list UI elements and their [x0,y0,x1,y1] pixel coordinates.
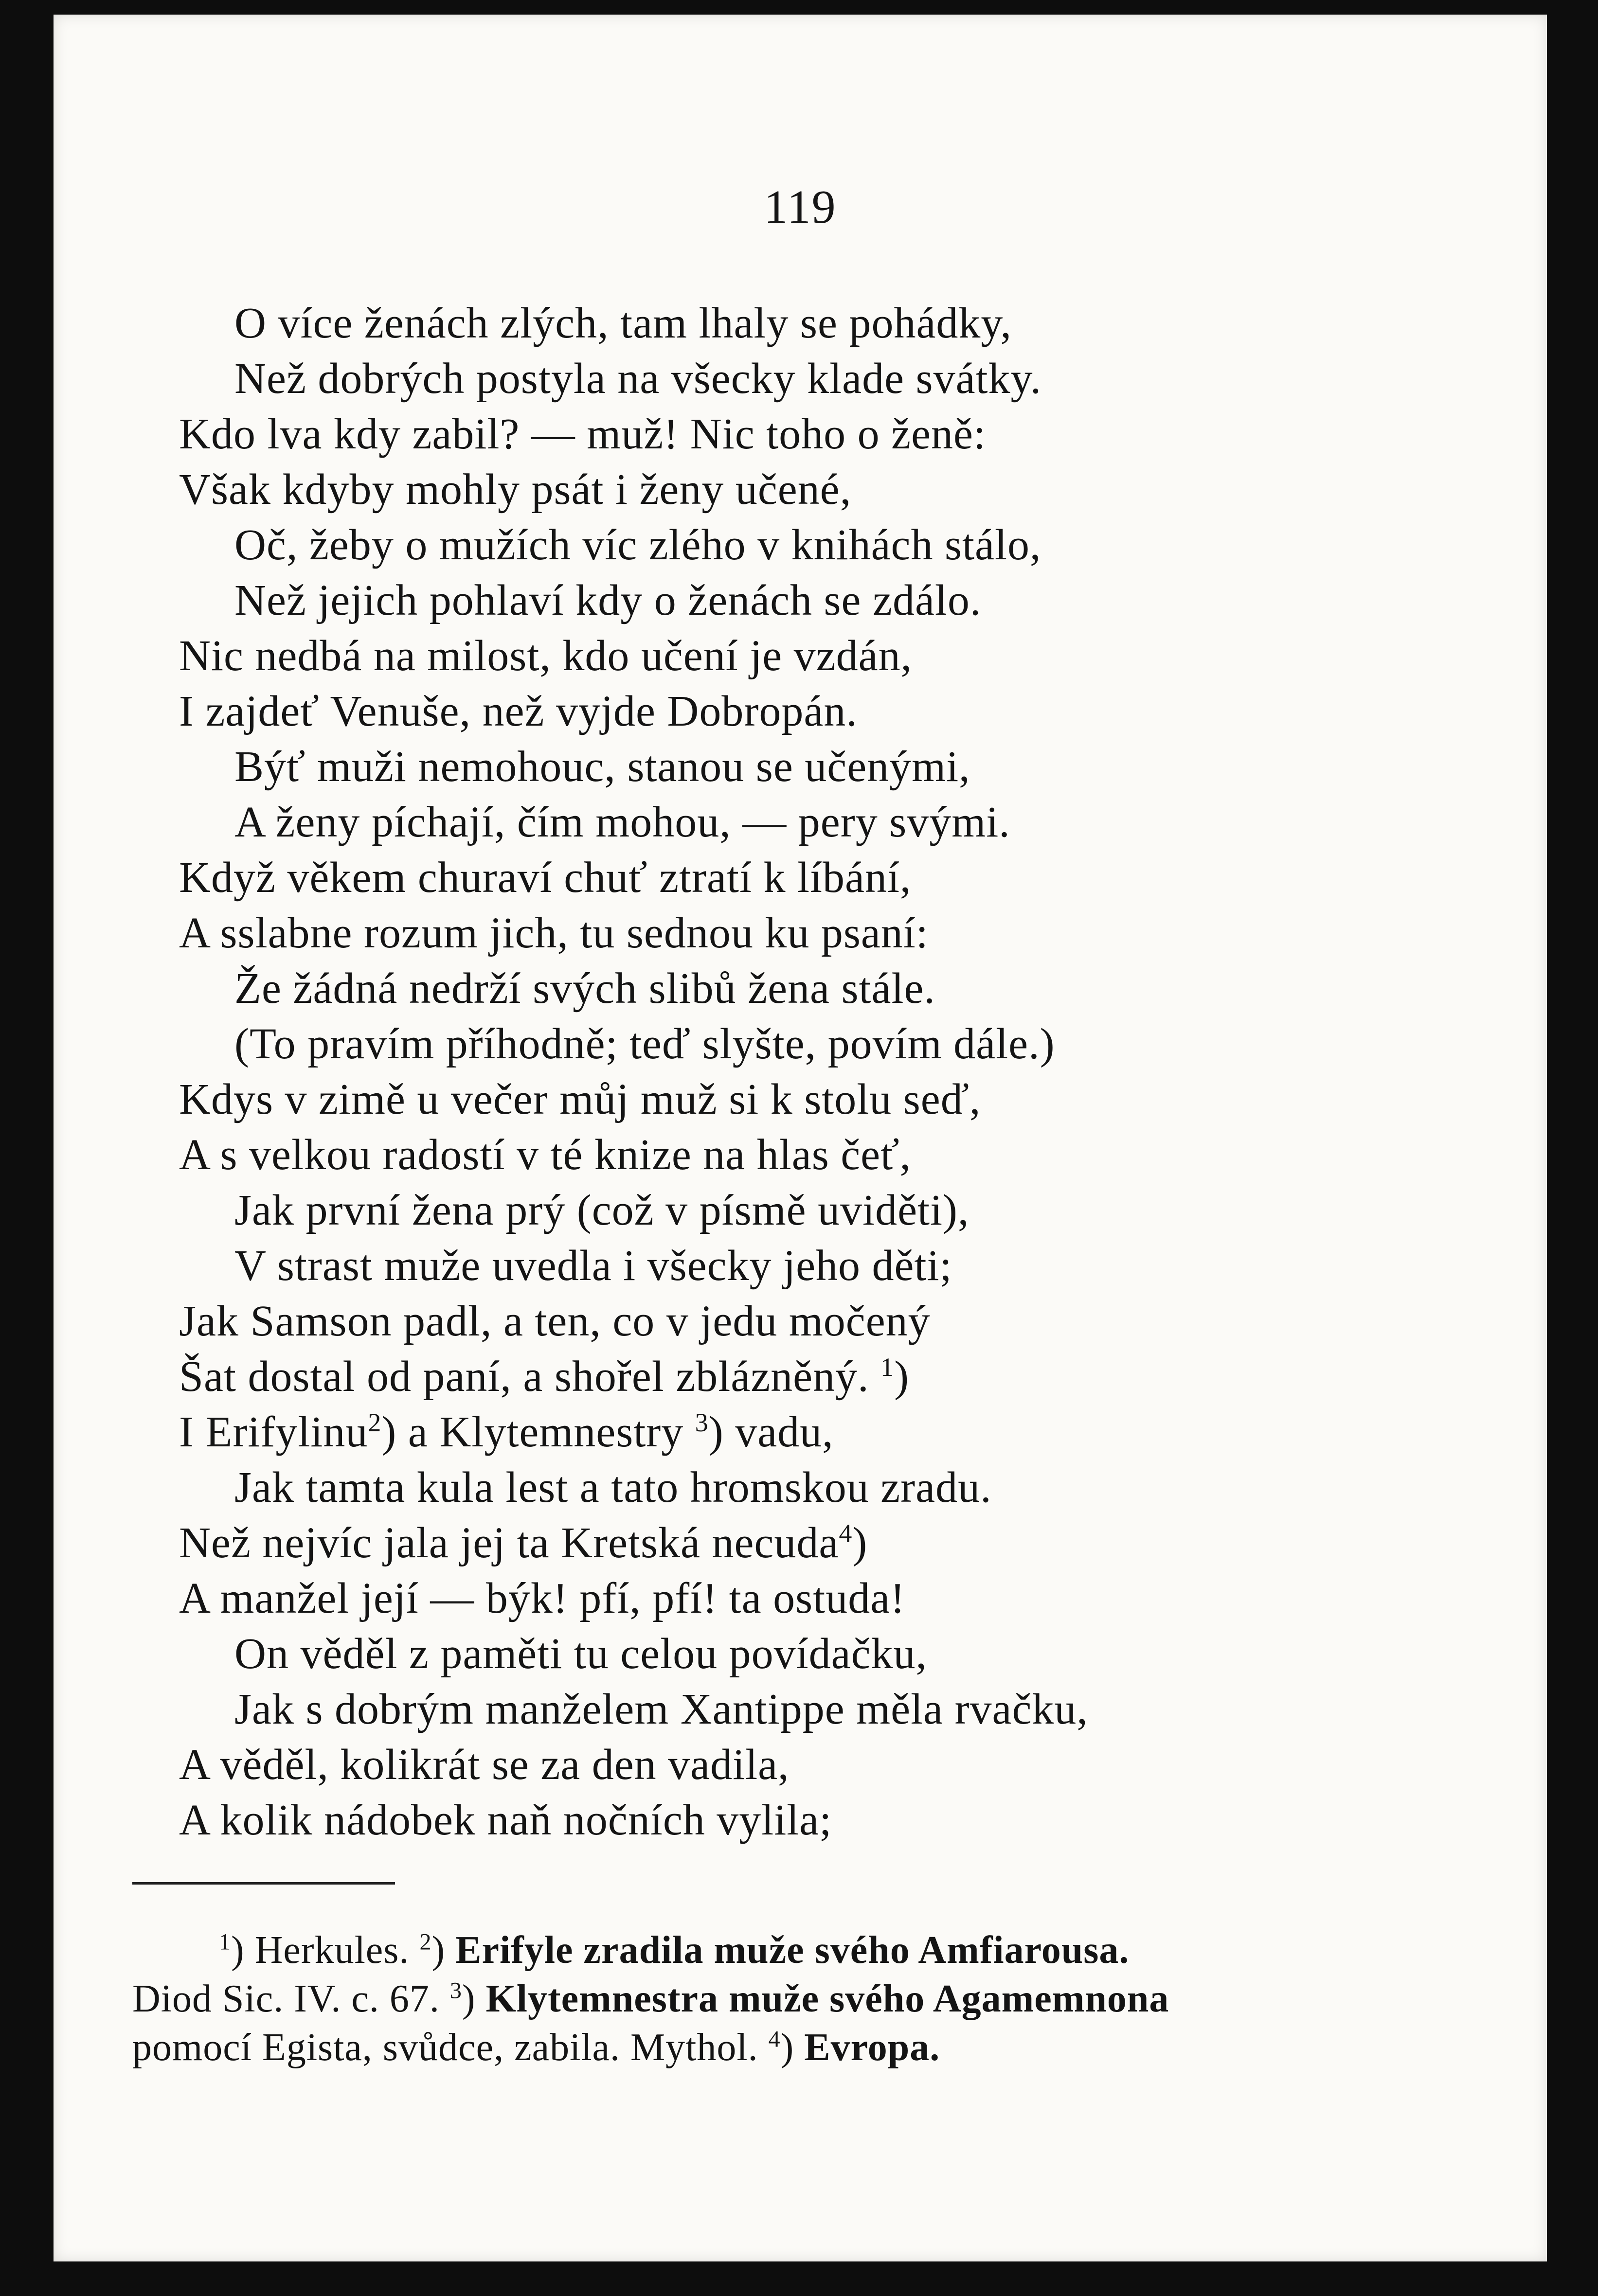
footnote-number: 2 [419,1929,432,1955]
footnote-text: Erifyle zradila muže svého Amfiarousa. [455,1929,1130,1972]
poem-line: Býť muži nemohouc, stanou se učenými, [234,743,970,791]
poem-line: A sslabne rozum jich, tu sednou ku psaní: [179,909,929,957]
poem-line: I zajdeť Venuše, než vyjde Dobropán. [179,687,858,735]
poem-line: (To pravím příhodně; teď slyšte, povím dále.) [234,1020,1055,1068]
poem-line-text: ) vadu, [708,1408,834,1456]
footnote-marker: 1 [880,1353,895,1382]
poem-line-text: Šat dostal od paní, a shořel zblázněný. [179,1353,869,1401]
poem-line-text: ) a Klytemnestry [381,1408,695,1456]
footnote-number: 4 [768,2026,781,2052]
poem-line: Však kdyby mohly psát i ženy učené, [179,465,852,514]
poem-line: Oč, žeby o mužích víc zlého v knihách stálo, [234,521,1041,569]
footnote-marker: 2 [368,1408,382,1437]
page-number: 119 [764,181,837,233]
poem-line: O více ženách zlých, tam lhaly se pohádky, [234,299,1012,347]
poem-line: Jak s dobrým manželem Xantippe měla rvačku, [234,1685,1088,1733]
poem-line: On věděl z paměti tu celou povídačku, [234,1630,928,1678]
footnote-marker: 4 [839,1519,853,1548]
footnote-number: 3 [449,1977,462,2004]
poem-line: A s velkou radostí v té knize na hlas čeť, [179,1131,912,1179]
poem-line: Kdo lva kdy zabil? — muž! Nic toho o ženě: [179,410,987,458]
poem-line: A manžel její — býk! pfí, pfí! ta ostuda! [179,1574,906,1622]
poem-line: Když věkem churaví chuť ztratí k líbání, [179,854,912,902]
poem-line-text: Než nejvíc jala jej ta Kretská necuda [179,1519,839,1567]
footnote-text: Evropa. [804,2026,940,2069]
footnote-text: Diod Sic. IV. c. 67. [132,1977,450,2020]
book-page [54,15,1547,2261]
poem-line: Než nejvíc jala jej ta Kretská necuda$^4$) [179,1519,868,1567]
footnote-divider [132,1882,395,1885]
poem-line: Jak první žena prý (což v písmě uviděti), [234,1186,970,1234]
poem-line: A věděl, kolikrát se za den vadila, [179,1741,790,1789]
poem-line: Jak Samson padl, a ten, co v jedu močený [179,1297,931,1345]
poem-line-text: I Erifylinu [179,1408,368,1456]
poem-line: A ženy píchají, čím mohou, — pery svými. [234,798,1010,846]
footnote-text: Klytemnestra muže svého Agamemnona [485,1977,1169,2020]
poem-line: Nic nedbá na milost, kdo učení je vzdán, [179,632,913,680]
footnote-text: Herkules. [254,1929,420,1972]
poem-line: Šat dostal od paní, a shořel zblázněný. $^1$) [179,1353,910,1401]
footnote-number: 1 [219,1929,231,1955]
poem-line: Že žádná nedrží svých slibů žena stále. [234,964,935,1013]
footnote-line: Diod Sic. IV. c. 67. $^3$) Klytemnestra muže svého Agamemnona [132,1977,1169,2020]
footnote-line: $^1$) Herkules. $^2$) Erifyle zradila muže svého Amfiarousa. [219,1929,1130,1972]
poem-line: V strast muže uvedla i všecky jeho děti; [234,1242,952,1290]
poem-line: Než jejich pohlaví kdy o ženách se zdálo. [234,576,982,624]
poem-line [179,1410,834,1454]
footnote-text: pomocí Egista, svůdce, zabila. Mythol. [132,2026,769,2069]
poem-line: A kolik nádobek naň nočních vylila; [179,1796,832,1844]
poem-line: Než dobrých postyla na všecky klade svátky. [234,355,1042,403]
footnote-line: pomocí Egista, svůdce, zabila. Mythol. $^4$) Evropa. [132,2026,940,2069]
poem-line: Kdys v zimě u večer můj muž si k stolu seď, [179,1075,981,1123]
footnote-marker: 3 [695,1408,709,1437]
poem-line: Jak tamta kula lest a tato hromskou zradu. [234,1463,992,1512]
